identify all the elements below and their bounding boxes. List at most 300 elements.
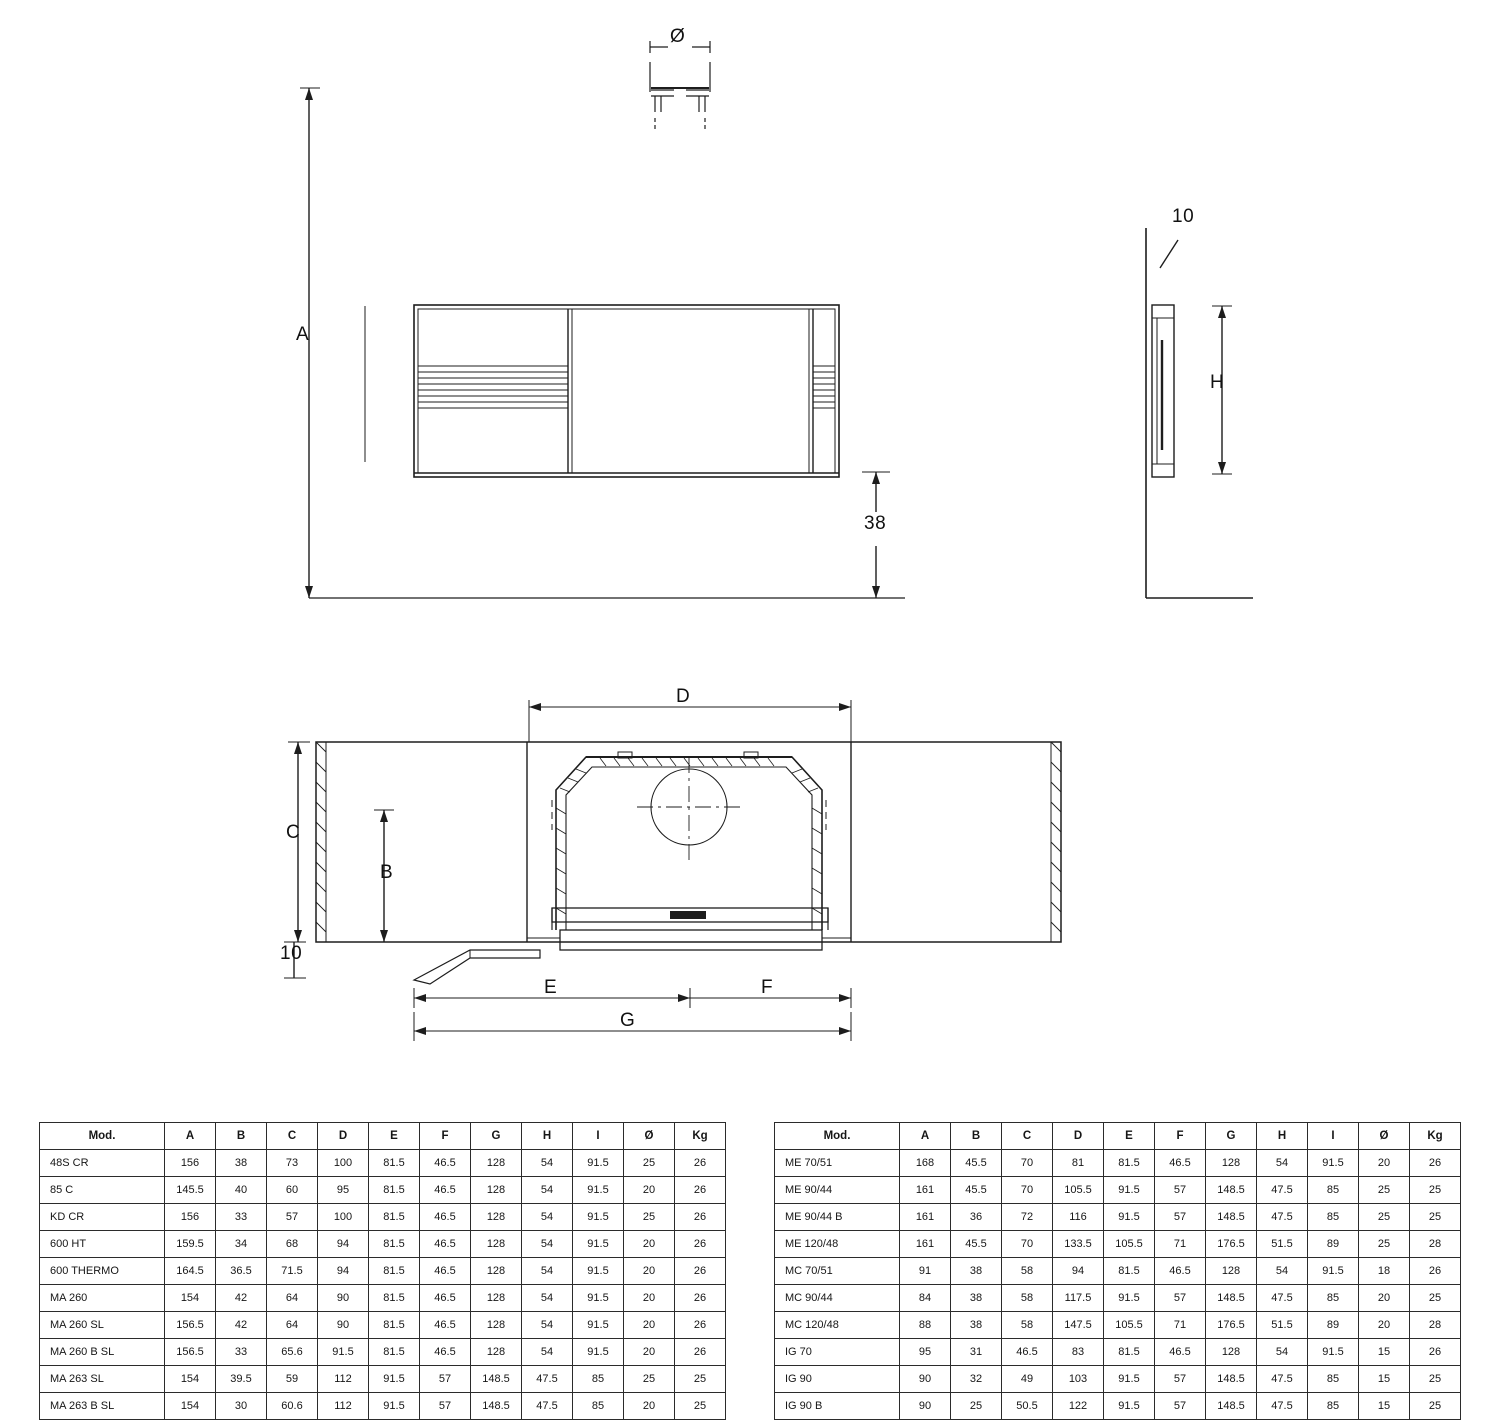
- cell-value: 26: [675, 1339, 726, 1366]
- table-header-row: [775, 1123, 1461, 1150]
- table-body-right: [775, 1150, 1461, 1420]
- cell-value: 46.5: [1002, 1339, 1053, 1366]
- spec-table-right: [774, 1122, 1461, 1420]
- cell-value: 25: [624, 1204, 675, 1231]
- cell-value: 128: [471, 1150, 522, 1177]
- cell-value: 81.5: [369, 1177, 420, 1204]
- cell-value: 57: [1155, 1366, 1206, 1393]
- col-header-a: A: [900, 1123, 951, 1150]
- cell-value: 34: [216, 1231, 267, 1258]
- cell-value: 90: [318, 1285, 369, 1312]
- cell-value: 26: [1410, 1150, 1461, 1177]
- cell-value: 26: [675, 1258, 726, 1285]
- table-row: [775, 1204, 1461, 1231]
- table-row: [40, 1312, 726, 1339]
- dim-10-top-label: 10: [1172, 206, 1195, 227]
- cell-value: 81.5: [1104, 1150, 1155, 1177]
- cell-value: 45.5: [951, 1177, 1002, 1204]
- table-row: [40, 1285, 726, 1312]
- cell-value: 164.5: [165, 1258, 216, 1285]
- cell-value: 32: [951, 1366, 1002, 1393]
- col-header-mod: Mod.: [40, 1123, 165, 1150]
- cell-value: 148.5: [1206, 1177, 1257, 1204]
- cell-value: 91.5: [1104, 1204, 1155, 1231]
- cell-value: 25: [624, 1366, 675, 1393]
- cell-value: 54: [1257, 1258, 1308, 1285]
- col-header-c: C: [1002, 1123, 1053, 1150]
- cell-value: 84: [900, 1285, 951, 1312]
- cell-value: 81.5: [369, 1204, 420, 1231]
- cell-value: 38: [216, 1150, 267, 1177]
- cell-value: 103: [1053, 1366, 1104, 1393]
- cell-value: 91.5: [369, 1366, 420, 1393]
- table-row: [775, 1285, 1461, 1312]
- cell-value: 25: [1410, 1366, 1461, 1393]
- cell-model: ME 120/48: [775, 1231, 900, 1258]
- cell-value: 159.5: [165, 1231, 216, 1258]
- cell-value: 128: [1206, 1150, 1257, 1177]
- cell-value: 25: [624, 1150, 675, 1177]
- spec-table-left: [39, 1122, 726, 1420]
- col-header-e: E: [369, 1123, 420, 1150]
- cell-value: 20: [1359, 1150, 1410, 1177]
- cell-value: 128: [471, 1339, 522, 1366]
- cell-value: 26: [675, 1231, 726, 1258]
- cell-model: MA 260: [40, 1285, 165, 1312]
- cell-value: 57: [420, 1393, 471, 1420]
- cell-value: 94: [318, 1258, 369, 1285]
- cell-value: 81.5: [369, 1339, 420, 1366]
- cell-value: 156: [165, 1150, 216, 1177]
- cell-value: 15: [1359, 1393, 1410, 1420]
- cell-value: 38: [951, 1285, 1002, 1312]
- cell-value: 148.5: [471, 1393, 522, 1420]
- dim-H-label: H: [1210, 372, 1225, 393]
- cell-model: 600 HT: [40, 1231, 165, 1258]
- cell-value: 49: [1002, 1366, 1053, 1393]
- cell-value: 46.5: [420, 1339, 471, 1366]
- cell-value: 81.5: [369, 1231, 420, 1258]
- cell-value: 54: [522, 1204, 573, 1231]
- cell-value: 81.5: [369, 1258, 420, 1285]
- cell-value: 90: [900, 1393, 951, 1420]
- cell-value: 20: [624, 1258, 675, 1285]
- cell-value: 25: [1410, 1177, 1461, 1204]
- cell-value: 68: [267, 1231, 318, 1258]
- cell-value: 91.5: [573, 1150, 624, 1177]
- col-header-g: G: [471, 1123, 522, 1150]
- cell-value: 28: [1410, 1312, 1461, 1339]
- cell-value: 81.5: [369, 1150, 420, 1177]
- cell-value: 91.5: [318, 1339, 369, 1366]
- cell-value: 28: [1410, 1231, 1461, 1258]
- cell-value: 57: [1155, 1204, 1206, 1231]
- diameter-detail: [650, 41, 710, 131]
- col-header-h: H: [1257, 1123, 1308, 1150]
- table-row: [40, 1366, 726, 1393]
- cell-value: 46.5: [420, 1312, 471, 1339]
- cell-value: 25: [951, 1393, 1002, 1420]
- cell-model: ME 90/44: [775, 1177, 900, 1204]
- cell-value: 54: [522, 1285, 573, 1312]
- cell-model: MA 263 SL: [40, 1366, 165, 1393]
- section-view: [284, 700, 1061, 1041]
- cell-value: 64: [267, 1285, 318, 1312]
- cell-value: 65.6: [267, 1339, 318, 1366]
- col-header-e: E: [1104, 1123, 1155, 1150]
- cell-value: 70: [1002, 1150, 1053, 1177]
- cell-value: 15: [1359, 1366, 1410, 1393]
- cell-value: 26: [675, 1204, 726, 1231]
- table-row: [40, 1393, 726, 1420]
- cell-value: 91.5: [369, 1393, 420, 1420]
- table-row: [40, 1339, 726, 1366]
- cell-value: 20: [624, 1231, 675, 1258]
- cell-value: 25: [1359, 1177, 1410, 1204]
- cell-value: 116: [1053, 1204, 1104, 1231]
- cell-value: 31: [951, 1339, 1002, 1366]
- cell-value: 46.5: [1155, 1258, 1206, 1285]
- cell-value: 145.5: [165, 1177, 216, 1204]
- cell-value: 117.5: [1053, 1285, 1104, 1312]
- cell-value: 47.5: [1257, 1285, 1308, 1312]
- cell-value: 83: [1053, 1339, 1104, 1366]
- cell-model: MA 260 SL: [40, 1312, 165, 1339]
- cell-value: 18: [1359, 1258, 1410, 1285]
- col-header-i: I: [1308, 1123, 1359, 1150]
- cell-value: 81.5: [369, 1285, 420, 1312]
- cell-value: 40: [216, 1177, 267, 1204]
- cell-value: 45.5: [951, 1231, 1002, 1258]
- cell-value: 105.5: [1053, 1177, 1104, 1204]
- cell-value: 50.5: [1002, 1393, 1053, 1420]
- cell-value: 30: [216, 1393, 267, 1420]
- cell-value: 47.5: [1257, 1393, 1308, 1420]
- table-row: [775, 1339, 1461, 1366]
- cell-value: 64: [267, 1312, 318, 1339]
- cell-value: 85: [1308, 1393, 1359, 1420]
- cell-model: 600 THERMO: [40, 1258, 165, 1285]
- cell-value: 26: [1410, 1339, 1461, 1366]
- cell-value: 70: [1002, 1231, 1053, 1258]
- cell-value: 91.5: [1308, 1339, 1359, 1366]
- col-header-b: B: [216, 1123, 267, 1150]
- cell-value: 147.5: [1053, 1312, 1104, 1339]
- cell-value: 100: [318, 1150, 369, 1177]
- dim-C-label: C: [286, 822, 301, 843]
- cell-value: 39.5: [216, 1366, 267, 1393]
- cell-value: 54: [522, 1150, 573, 1177]
- cell-value: 38: [951, 1258, 1002, 1285]
- cell-value: 148.5: [471, 1366, 522, 1393]
- table-row: [775, 1150, 1461, 1177]
- cell-value: 51.5: [1257, 1231, 1308, 1258]
- cell-value: 128: [471, 1312, 522, 1339]
- cell-value: 54: [522, 1339, 573, 1366]
- cell-value: 161: [900, 1231, 951, 1258]
- cell-model: 48S CR: [40, 1150, 165, 1177]
- cell-value: 148.5: [1206, 1204, 1257, 1231]
- col-header-kg: Kg: [1410, 1123, 1461, 1150]
- cell-value: 42: [216, 1285, 267, 1312]
- cell-value: 46.5: [420, 1150, 471, 1177]
- cell-value: 105.5: [1104, 1312, 1155, 1339]
- cell-value: 25: [1410, 1204, 1461, 1231]
- cell-value: 128: [471, 1258, 522, 1285]
- cell-value: 72: [1002, 1204, 1053, 1231]
- cell-value: 25: [675, 1366, 726, 1393]
- col-header-mod: Mod.: [775, 1123, 900, 1150]
- cell-value: 46.5: [1155, 1339, 1206, 1366]
- dim-A-label: A: [296, 324, 310, 345]
- cell-value: 85: [573, 1366, 624, 1393]
- cell-value: 26: [675, 1150, 726, 1177]
- cell-value: 154: [165, 1393, 216, 1420]
- diameter-symbol-label: Ø: [670, 26, 686, 47]
- cell-value: 91.5: [573, 1339, 624, 1366]
- cell-value: 54: [1257, 1150, 1308, 1177]
- cell-value: 25: [675, 1393, 726, 1420]
- cell-value: 46.5: [420, 1258, 471, 1285]
- dim-G-label: G: [620, 1010, 636, 1031]
- cell-value: 47.5: [1257, 1177, 1308, 1204]
- cell-value: 60.6: [267, 1393, 318, 1420]
- cell-value: 91.5: [573, 1231, 624, 1258]
- cell-model: MC 90/44: [775, 1285, 900, 1312]
- cell-value: 156.5: [165, 1312, 216, 1339]
- cell-value: 148.5: [1206, 1366, 1257, 1393]
- cell-value: 81: [1053, 1150, 1104, 1177]
- cell-value: 168: [900, 1150, 951, 1177]
- cell-value: 94: [318, 1231, 369, 1258]
- cell-value: 57: [1155, 1285, 1206, 1312]
- cell-value: 26: [675, 1177, 726, 1204]
- cell-value: 176.5: [1206, 1312, 1257, 1339]
- dim-E-label: E: [544, 977, 558, 998]
- cell-value: 58: [1002, 1312, 1053, 1339]
- cell-value: 85: [1308, 1204, 1359, 1231]
- front-elevation: [300, 88, 905, 598]
- cell-value: 26: [675, 1312, 726, 1339]
- cell-value: 156: [165, 1204, 216, 1231]
- cell-value: 47.5: [1257, 1204, 1308, 1231]
- cell-value: 20: [624, 1177, 675, 1204]
- cell-value: 51.5: [1257, 1312, 1308, 1339]
- cell-value: 85: [1308, 1285, 1359, 1312]
- cell-value: 54: [522, 1258, 573, 1285]
- cell-value: 112: [318, 1393, 369, 1420]
- cell-model: MA 260 B SL: [40, 1339, 165, 1366]
- cell-value: 60: [267, 1177, 318, 1204]
- cell-model: IG 90 B: [775, 1393, 900, 1420]
- table-row: [40, 1177, 726, 1204]
- table-body-left: [40, 1150, 726, 1420]
- cell-value: 57: [267, 1204, 318, 1231]
- cell-value: 57: [1155, 1177, 1206, 1204]
- col-header-kg: Kg: [675, 1123, 726, 1150]
- cell-value: 156.5: [165, 1339, 216, 1366]
- table-row: [40, 1231, 726, 1258]
- cell-model: ME 70/51: [775, 1150, 900, 1177]
- cell-value: 42: [216, 1312, 267, 1339]
- cell-model: KD CR: [40, 1204, 165, 1231]
- col-header-c: C: [267, 1123, 318, 1150]
- cell-value: 91.5: [1104, 1366, 1155, 1393]
- cell-value: 154: [165, 1285, 216, 1312]
- col-header-diameter: Ø: [1359, 1123, 1410, 1150]
- cell-value: 54: [522, 1231, 573, 1258]
- cell-model: 85 C: [40, 1177, 165, 1204]
- cell-value: 57: [420, 1366, 471, 1393]
- cell-value: 26: [675, 1285, 726, 1312]
- cell-value: 20: [1359, 1285, 1410, 1312]
- cell-value: 81.5: [1104, 1339, 1155, 1366]
- cell-value: 148.5: [1206, 1393, 1257, 1420]
- cell-value: 46.5: [420, 1285, 471, 1312]
- cell-value: 47.5: [522, 1366, 573, 1393]
- cell-value: 91.5: [573, 1285, 624, 1312]
- cell-value: 112: [318, 1366, 369, 1393]
- cell-value: 128: [471, 1285, 522, 1312]
- dim-F-label: F: [761, 977, 774, 998]
- cell-value: 20: [1359, 1312, 1410, 1339]
- cell-value: 91.5: [1104, 1177, 1155, 1204]
- cell-value: 25: [1359, 1231, 1410, 1258]
- table-row: [775, 1393, 1461, 1420]
- cell-value: 54: [522, 1312, 573, 1339]
- cell-value: 89: [1308, 1231, 1359, 1258]
- col-header-f: F: [1155, 1123, 1206, 1150]
- cell-model: MA 263 B SL: [40, 1393, 165, 1420]
- cell-value: 91.5: [573, 1204, 624, 1231]
- col-header-g: G: [1206, 1123, 1257, 1150]
- cell-value: 122: [1053, 1393, 1104, 1420]
- cell-value: 57: [1155, 1393, 1206, 1420]
- cell-value: 128: [1206, 1258, 1257, 1285]
- cell-value: 128: [471, 1177, 522, 1204]
- cell-value: 46.5: [420, 1231, 471, 1258]
- cell-value: 46.5: [420, 1177, 471, 1204]
- cell-value: 38: [951, 1312, 1002, 1339]
- col-header-f: F: [420, 1123, 471, 1150]
- col-header-d: D: [1053, 1123, 1104, 1150]
- cell-model: ME 90/44 B: [775, 1204, 900, 1231]
- cell-value: 176.5: [1206, 1231, 1257, 1258]
- cell-value: 58: [1002, 1285, 1053, 1312]
- table-row: [40, 1204, 726, 1231]
- cell-value: 71: [1155, 1312, 1206, 1339]
- cell-value: 59: [267, 1366, 318, 1393]
- cell-value: 15: [1359, 1339, 1410, 1366]
- table-row: [775, 1177, 1461, 1204]
- cell-value: 161: [900, 1177, 951, 1204]
- table-row: [40, 1150, 726, 1177]
- cell-value: 105.5: [1104, 1231, 1155, 1258]
- cell-value: 128: [1206, 1339, 1257, 1366]
- cell-value: 33: [216, 1339, 267, 1366]
- table-header-row: [40, 1123, 726, 1150]
- cell-value: 89: [1308, 1312, 1359, 1339]
- cell-value: 33: [216, 1204, 267, 1231]
- cell-value: 154: [165, 1366, 216, 1393]
- cell-value: 73: [267, 1150, 318, 1177]
- col-header-i: I: [573, 1123, 624, 1150]
- cell-value: 91.5: [1104, 1285, 1155, 1312]
- cell-value: 45.5: [951, 1150, 1002, 1177]
- cell-value: 148.5: [1206, 1285, 1257, 1312]
- table-row: [40, 1258, 726, 1285]
- cell-value: 54: [522, 1177, 573, 1204]
- cell-value: 133.5: [1053, 1231, 1104, 1258]
- cell-value: 128: [471, 1204, 522, 1231]
- cell-value: 91.5: [573, 1258, 624, 1285]
- cell-value: 25: [1359, 1204, 1410, 1231]
- table-row: [775, 1366, 1461, 1393]
- cell-value: 91.5: [1104, 1393, 1155, 1420]
- spec-tables: [0, 1122, 1500, 1420]
- dim-38-label: 38: [864, 513, 887, 534]
- cell-value: 36.5: [216, 1258, 267, 1285]
- cell-value: 90: [900, 1366, 951, 1393]
- cell-value: 128: [471, 1231, 522, 1258]
- dim-B-label: B: [380, 862, 394, 883]
- cell-value: 46.5: [1155, 1150, 1206, 1177]
- cell-value: 85: [1308, 1177, 1359, 1204]
- cell-value: 100: [318, 1204, 369, 1231]
- cell-value: 91.5: [1308, 1150, 1359, 1177]
- cell-value: 94: [1053, 1258, 1104, 1285]
- cell-value: 25: [1410, 1393, 1461, 1420]
- cell-value: 36: [951, 1204, 1002, 1231]
- col-header-diameter: Ø: [624, 1123, 675, 1150]
- cell-value: 70: [1002, 1177, 1053, 1204]
- cell-value: 54: [1257, 1339, 1308, 1366]
- cell-value: 58: [1002, 1258, 1053, 1285]
- cell-value: 47.5: [1257, 1366, 1308, 1393]
- table-row: [775, 1312, 1461, 1339]
- cell-value: 85: [573, 1393, 624, 1420]
- cell-model: IG 90: [775, 1366, 900, 1393]
- table-row: [775, 1258, 1461, 1285]
- cell-value: 95: [900, 1339, 951, 1366]
- cell-value: 26: [1410, 1258, 1461, 1285]
- cell-value: 46.5: [420, 1204, 471, 1231]
- cell-value: 20: [624, 1393, 675, 1420]
- cell-value: 81.5: [369, 1312, 420, 1339]
- dim-10-bottom-label: 10: [280, 943, 303, 964]
- cell-value: 91.5: [573, 1312, 624, 1339]
- cell-model: MC 120/48: [775, 1312, 900, 1339]
- col-header-b: B: [951, 1123, 1002, 1150]
- cell-value: 95: [318, 1177, 369, 1204]
- cell-value: 47.5: [522, 1393, 573, 1420]
- cell-value: 91: [900, 1258, 951, 1285]
- cell-value: 71.5: [267, 1258, 318, 1285]
- cell-value: 91.5: [573, 1177, 624, 1204]
- dim-D-label: D: [676, 686, 691, 707]
- table-row: [775, 1231, 1461, 1258]
- side-elevation: [1146, 228, 1253, 598]
- cell-model: MC 70/51: [775, 1258, 900, 1285]
- cell-value: 85: [1308, 1366, 1359, 1393]
- col-header-d: D: [318, 1123, 369, 1150]
- cell-value: 25: [1410, 1285, 1461, 1312]
- cell-value: 20: [624, 1339, 675, 1366]
- col-header-a: A: [165, 1123, 216, 1150]
- cell-value: 91.5: [1308, 1258, 1359, 1285]
- cell-model: IG 70: [775, 1339, 900, 1366]
- cell-value: 88: [900, 1312, 951, 1339]
